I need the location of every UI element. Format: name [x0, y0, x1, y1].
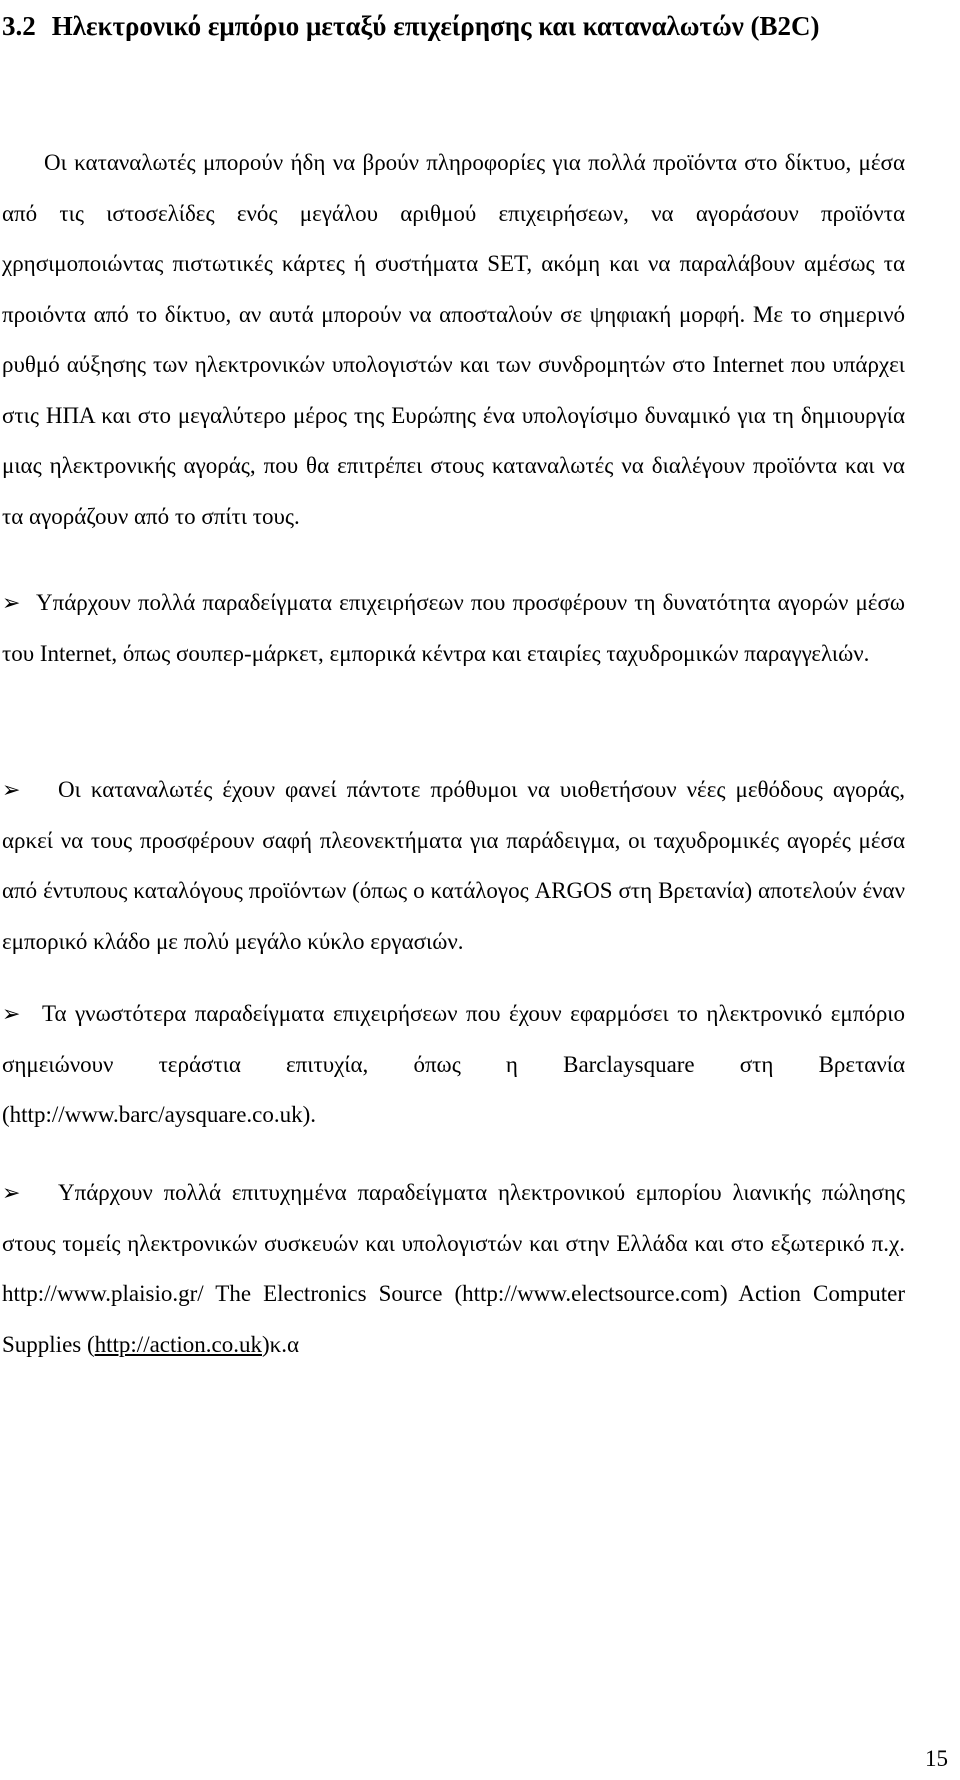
bullet-item-1: [2, 578, 905, 679]
bullet-text-4-tail: )κ.α: [262, 1331, 300, 1357]
page-number: 15: [925, 1746, 948, 1771]
arrow-bullet-icon: ➢: [2, 590, 21, 615]
section-number: 3.2: [2, 11, 36, 41]
paragraph-intro: [2, 138, 905, 542]
arrow-bullet-icon: ➢: [2, 1180, 21, 1205]
action-co-uk-link[interactable]: http://action.co.uk: [94, 1331, 262, 1357]
arrow-bullet-icon: ➢: [2, 1001, 21, 1026]
bullet-text-2: Οι καταναλωτές έχουν φανεί πάντοτε πρόθυμοι να υιοθετήσουν νέες μεθόδους αγοράς, αρκεί να τους προσφέρουν σαφή πλεονεκτήματα για παράδειγμα, οι ταχυδρομικές αγορές μέσα από έντυπους καταλόγους προϊόντων (όπως ο κατάλογος ARGOS στη Βρετανία) αποτελούν έναν εμπορικό κλάδο με πολύ μεγάλο κύκλο εργασιών.: [2, 777, 905, 954]
paragraph-intro-text: Οι καταναλωτές μπορούν ήδη να βρούν πληροφορίες για πολλά προϊόντα στο δίκτυο, μέσα από τις ιστοσελίδες ενός μεγάλου αριθμού επιχειρήσεων, να αγοράσουν προϊόντα χρησιμοποιώντας πιστωτικές κάρτες ή συστήματα SET, ακόμη και να παραλάβουν αμέσως τα προιόντα από το δίκτυο, αν αυτά μπορούν να αποσταλούν σε ψηφιακή μορφή. Με το σημερινό ρυθμό αύξησης των ηλεκτρονικών υπολογιστών και των συνδρομητών στο Internet που υπάρχει στις ΗΠΑ και στο μεγαλύτερο μέρος της Ευρώπης ένα υπολογίσιμο δυναμικό για τη δημιουργία μιας ηλεκτρονικής αγοράς, που θα επιτρέπει στους καταναλωτές να διαλέγουν προϊόντα και να τα αγοράζουν από το σπίτι τους.: [2, 150, 905, 529]
bullet-text-4: Υπάρχουν πολλά επιτυχημένα παραδείγματα ηλεκτρονικού εμπορίου λιανικής πώλησης στους τομείς ηλεκτρονικών συσκευών και υπολογιστών και στην Ελλάδα και στο εξωτερικό π.χ. http://www.plaisio.gr/ The Electronics Source (http://www.electsource.com) Action Computer Supplies (: [2, 1180, 905, 1357]
bullet-item-3: [2, 989, 905, 1141]
bullet-item-4: [2, 1168, 905, 1370]
section-heading: [2, 0, 902, 52]
bullet-text-3: Τα γνωστότερα παραδείγματα επιχειρήσεων που έχουν εφαρμόσει το ηλεκτρονικό εμπόριο σημειώνουν τεράστια επιτυχία, όπως η Barclaysquare στη Βρετανία (http://www.barc/aysquare.co.uk).: [2, 1001, 905, 1127]
bullet-text-1: Υπάρχουν πολλά παραδείγματα επιχειρήσεων που προσφέρουν τη δυνατότητα αγορών μέσω του Internet, όπως σουπερ-μάρκετ, εμπορικά κέντρα και εταιρίες ταχυδρομικών παραγγελιών.: [2, 590, 905, 666]
bullet-item-2: [2, 765, 905, 967]
arrow-bullet-icon: ➢: [2, 777, 21, 802]
section-title: Ηλεκτρονικό εμπόριο μεταξύ επιχείρησης και καταναλωτών (B2C): [51, 11, 820, 41]
